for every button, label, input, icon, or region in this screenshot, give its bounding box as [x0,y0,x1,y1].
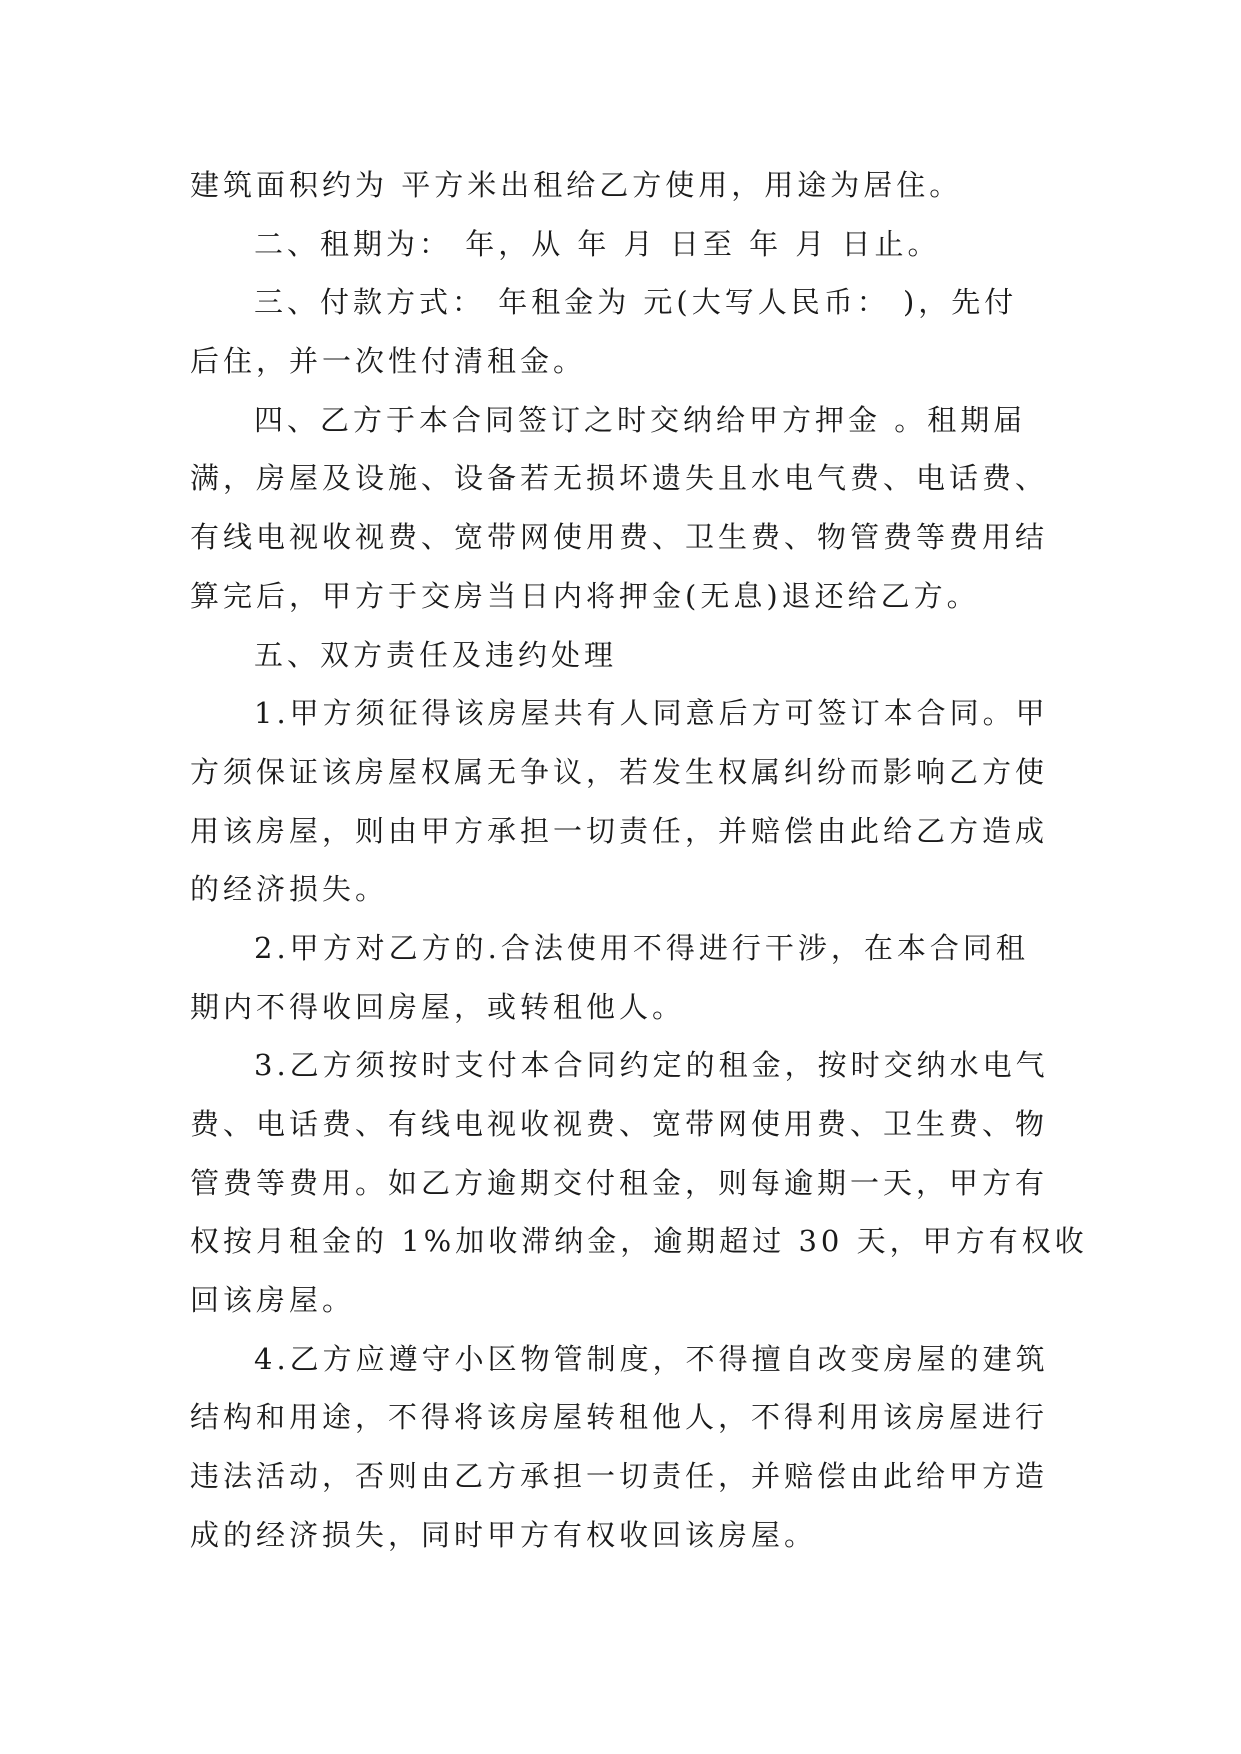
text-line: 算完后，甲方于交房当日内将押金(无息)退还给乙方。 [190,578,980,613]
text-line: 后住，并一次性付清租金。 [190,344,587,379]
item-1-line: 1.甲方须征得该房屋共有人同意后方可签订本合同。甲 [254,696,1049,731]
text-line: 建筑面积约为 平方米出租给乙方使用，用途为居住。 [190,168,963,202]
text-line: 权按月租金的 1%加收滞纳金，逾期超过 30 天，甲方有权收 [190,1224,1088,1259]
text-line: 回该房屋。 [190,1283,356,1318]
clause-5-heading: 五、双方责任及违约处理 [254,637,618,672]
text-line: 有线电视收视费、宽带网使用费、卫生费、物管费等费用结 [190,520,1049,555]
clause-3-line: 三、付款方式： 年租金为 元(大写人民币： )，先付 [254,285,1018,320]
text-line: 违法活动，否则由乙方承担一切责任，并赔偿由此给甲方造 [190,1459,1049,1494]
text-line: 的经济损失。 [190,872,389,907]
text-line: 用该房屋，则由甲方承担一切责任，并赔偿由此给乙方造成 [190,813,1049,848]
text-line: 管费等费用。如乙方逾期交付租金，则每逾期一天，甲方有 [190,1165,1049,1200]
clause-2-line: 二、租期为： 年，从 年 月 日至 年 月 日止。 [254,226,941,261]
contract-body [190,156,1088,1565]
text-line: 结构和用途，不得将该房屋转租他人，不得利用该房屋进行 [190,1400,1049,1435]
clause-4-line: 四、乙方于本合同签订之时交纳给甲方押金 。租期届 [254,402,1027,437]
text-line: 满，房屋及设施、设备若无损坏遗失且水电气费、电话费、 [190,461,1049,496]
item-4-line: 4.乙方应遵守小区物管制度，不得擅自改变房屋的建筑 [254,1341,1049,1376]
item-2-line: 2.甲方对乙方的.合法使用不得进行干涉，在本合同租 [254,930,1029,965]
text-line: 费、电话费、有线电视收视费、宽带网使用费、卫生费、物 [190,1107,1049,1141]
text-line: 方须保证该房屋权属无争议，若发生权属纠纷而影响乙方使 [190,754,1049,789]
text-line: 期内不得收回房屋，或转租他人。 [190,989,686,1024]
text-line: 成的经济损失，同时甲方有权收回该房屋。 [190,1517,818,1552]
item-3-line: 3.乙方须按时支付本合同约定的租金，按时交纳水电气 [254,1048,1049,1083]
